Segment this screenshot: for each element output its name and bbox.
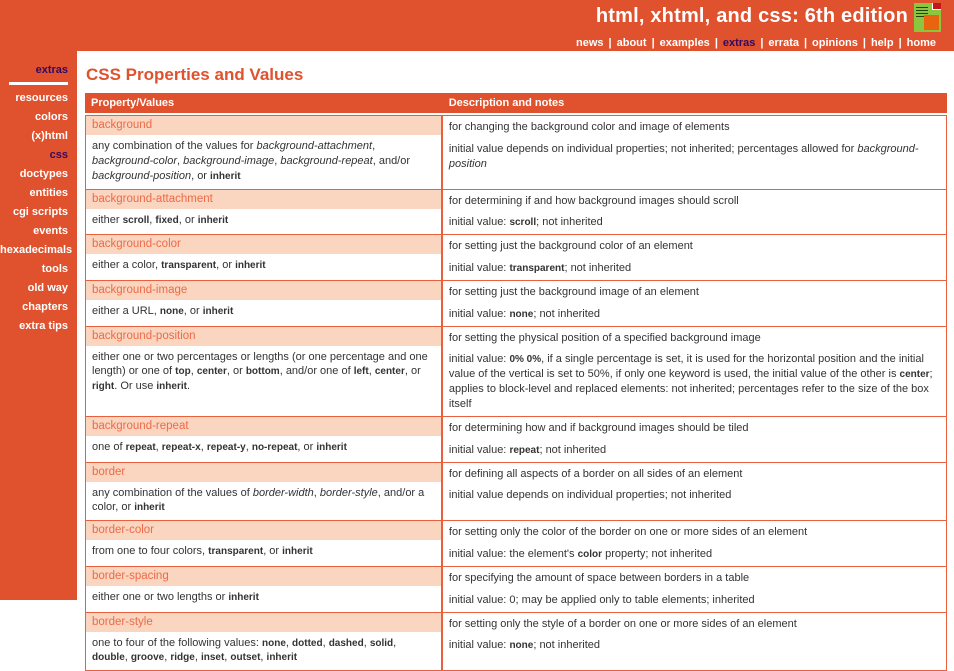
sidebar-item-doctypes[interactable]: doctypes	[19, 168, 68, 180]
table-row	[85, 416, 947, 463]
table-row	[85, 612, 947, 671]
column-header-description: Description and notes	[448, 97, 565, 109]
property-notes: initial value depends on individual properties; not inherited; percentages allowed for background-position	[448, 142, 919, 170]
nav-separator: |	[760, 37, 764, 49]
property-column	[86, 190, 443, 235]
page-title: CSS Properties and Values	[86, 65, 304, 84]
book-cover-red-tag	[932, 3, 941, 10]
property-column	[86, 116, 443, 189]
nav-link-errata[interactable]: errata	[768, 37, 799, 49]
sidebar-navigation	[0, 61, 73, 336]
book-cover-orange-square	[924, 15, 939, 30]
property-column	[86, 613, 443, 671]
nav-link-home[interactable]: home	[906, 37, 936, 49]
table-row	[85, 115, 947, 190]
property-notes: initial value: transparent; not inherited	[448, 262, 632, 275]
property-description-cell	[443, 613, 946, 671]
property-description-cell	[443, 521, 946, 566]
table-row	[85, 566, 947, 613]
table-row	[85, 280, 947, 327]
properties-table	[85, 93, 947, 671]
table-row	[85, 326, 947, 417]
property-description-cell	[443, 281, 946, 326]
property-column	[86, 521, 443, 566]
property-name: border-spacing	[86, 567, 441, 586]
property-description: for specifying the amount of space between borders in a table	[448, 571, 750, 584]
property-column	[86, 417, 443, 462]
property-description: for defining all aspects of a border on all sides of an element	[448, 467, 743, 480]
nav-link-news[interactable]: news	[576, 37, 604, 49]
property-description: for determining how and if background images should be tiled	[448, 421, 749, 434]
property-name: background-image	[86, 281, 441, 300]
nav-separator: |	[651, 37, 655, 49]
table-row	[85, 520, 947, 567]
nav-separator: |	[803, 37, 808, 49]
nav-separator: |	[608, 37, 612, 49]
property-description: for setting only the style of a border on one or more sides of an element	[448, 617, 797, 630]
property-description-cell	[443, 417, 946, 462]
property-values: any combination of the values of border-width, border-style, and/or a color, or inherit	[92, 486, 425, 514]
property-notes: initial value: the element's color property; not inherited	[448, 548, 713, 561]
property-description: for setting just the background image of an element	[448, 285, 699, 298]
extras-underline	[9, 82, 68, 85]
nav-link-help[interactable]: help	[870, 37, 894, 49]
property-name: border-style	[86, 613, 441, 632]
property-values: either a color, transparent, or inherit	[92, 259, 266, 272]
table-body	[85, 115, 947, 671]
sidebar-item-hexadecimals[interactable]: hexadecimals	[0, 244, 73, 256]
property-name: border-color	[86, 521, 441, 540]
property-description-cell	[443, 116, 946, 189]
sidebar-item-cgi-scripts[interactable]: cgi scripts	[12, 206, 68, 218]
site-title: html, xhtml, and css: 6th edition	[595, 5, 908, 27]
property-values: any combination of the values for background-attachment, background-color, background-image, background-repeat, and/or background-position, or inherit	[92, 140, 411, 182]
property-name: border	[86, 463, 441, 482]
property-description: for determining if and how background images should scroll	[448, 194, 739, 207]
property-name: background-position	[86, 327, 441, 346]
property-column	[86, 567, 443, 612]
property-notes: initial value: repeat; not inherited	[448, 443, 607, 456]
property-name: background-repeat	[86, 417, 441, 436]
property-values: one to four of the following values: none, dotted, dashed, solid, double, groove, ridge, inset, outset, inherit	[92, 636, 397, 664]
property-values: either one or two percentages or lengths (or one percentage and one length) or one of top, center, or bottom, and/or one of left, center, or right. Or use inherit.	[92, 350, 428, 393]
nav-separator: |	[714, 37, 718, 49]
property-column	[86, 327, 443, 416]
property-values: either scroll, fixed, or inherit	[92, 213, 229, 226]
nav-link-about[interactable]: about	[616, 37, 647, 49]
property-values: one of repeat, repeat-x, repeat-y, no-repeat, or inherit	[92, 440, 347, 453]
content-panel	[77, 51, 954, 664]
nav-link-examples[interactable]: examples	[659, 37, 710, 49]
property-description: for setting only the color of the border on one or more sides of an element	[448, 526, 808, 539]
property-column	[86, 463, 443, 521]
sidebar-item-css[interactable]: css	[49, 149, 68, 161]
sidebar-item-events[interactable]: events	[33, 225, 68, 237]
property-notes: initial value: scroll; not inherited	[448, 216, 603, 229]
property-values: either a URL, none, or inherit	[92, 304, 234, 317]
nav-link-opinions[interactable]: opinions	[812, 37, 858, 49]
sidebar-item-entities[interactable]: entities	[29, 187, 68, 199]
property-values: either one or two lengths or inherit	[92, 590, 259, 603]
property-description: for changing the background color and image of elements	[448, 121, 730, 133]
property-notes: initial value depends on individual properties; not inherited	[448, 489, 732, 502]
property-notes: initial value: none; not inherited	[448, 639, 600, 652]
column-header-property: Property/Values	[91, 97, 175, 109]
property-description-cell	[443, 567, 946, 612]
sidebar-item-tools[interactable]: tools	[41, 263, 68, 275]
table-row	[85, 462, 947, 522]
property-description-cell	[443, 235, 946, 280]
property-values: from one to four colors, transparent, or inherit	[92, 545, 313, 558]
sidebar-item-x-html[interactable]: (x)html	[31, 130, 68, 142]
property-name: background-color	[86, 235, 441, 254]
property-name: background-attachment	[86, 190, 441, 209]
nav-separator: |	[862, 37, 866, 49]
property-name: background	[86, 116, 441, 135]
sidebar-item-extras[interactable]: extras	[35, 64, 68, 76]
nav-link-extras[interactable]: extras	[722, 37, 756, 49]
sidebar-item-old-way-chapters[interactable]: old way chapters	[22, 282, 68, 313]
sidebar-item-extra-tips[interactable]: extra tips	[19, 320, 68, 332]
property-notes: initial value: 0; may be applied only to table elements; inherited	[448, 593, 755, 606]
nav-separator: |	[898, 37, 902, 49]
property-column	[86, 281, 443, 326]
sidebar-item-colors[interactable]: colors	[34, 111, 68, 123]
sidebar-item-resources[interactable]: resources	[15, 92, 68, 104]
property-description-cell	[443, 190, 946, 235]
table-header-row	[85, 93, 947, 113]
table-row	[85, 189, 947, 236]
property-notes: initial value: 0% 0%, if a single percentage is set, it is used for the horizontal position and the initial value of the vertical is set to 50%, if only one keyword is used, the initial value of the other is center; applies to block-level and replaced elements: not inherited; percentages refer to the size of the box itself	[448, 353, 933, 410]
book-cover-icon[interactable]	[914, 3, 941, 32]
property-description-cell	[443, 463, 946, 521]
property-description: for setting just the background color of an element	[448, 240, 693, 253]
property-description-cell	[443, 327, 946, 416]
property-notes: initial value: none; not inherited	[448, 307, 600, 320]
property-description: for setting the physical position of a specified background image	[448, 331, 761, 344]
top-navigation	[571, 37, 941, 49]
property-column	[86, 235, 443, 280]
table-row	[85, 234, 947, 281]
